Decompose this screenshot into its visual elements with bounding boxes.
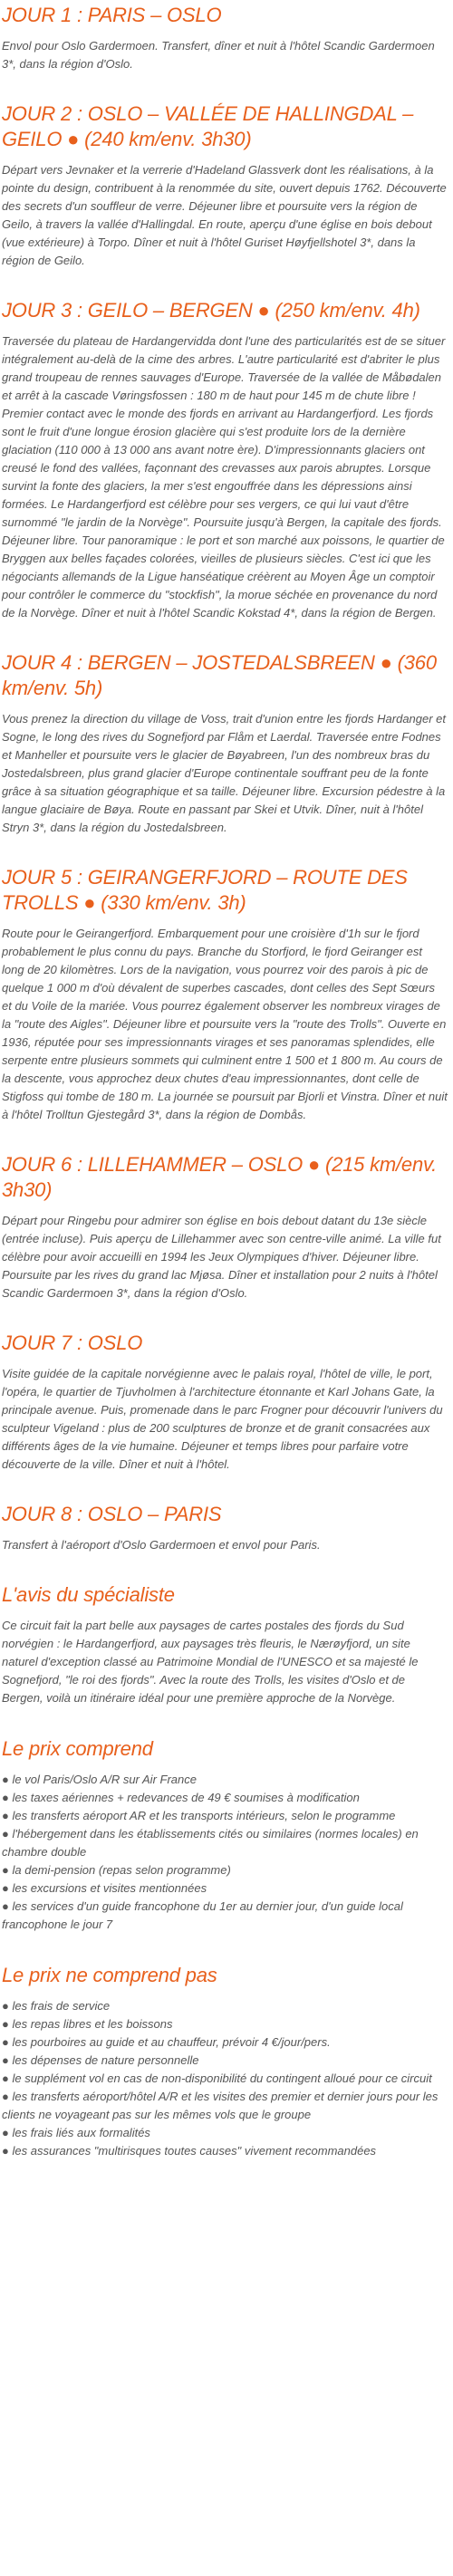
list-item	[2, 1898, 448, 1934]
price-excludes-list	[2, 1997, 448, 2160]
price-includes	[2, 1736, 448, 1934]
list-item	[2, 2052, 448, 2070]
price-excludes-title: Le prix ne comprend pas	[2, 1964, 217, 1986]
day-1	[2, 3, 448, 73]
price-includes-list	[2, 1771, 448, 1934]
day-6-title: JOUR 6 : LILLEHAMMER – OSLO ● (215 km/env. 3h30)	[2, 1153, 438, 1201]
list-item-text: la demi-pension (repas selon programme)	[12, 1863, 231, 1877]
list-item-text: l'hébergement dans les établissements cités ou similaires (normes locales) en chambre double	[2, 1827, 419, 1859]
list-item-text: les assurances "multirisques toutes causes" vivement recommandées	[12, 2144, 377, 2158]
day-3-description: Traversée du plateau de Hardangervidda dont l'une des particularités est de se situer intégralement au-delà de la cime des arbres. L'autre particularité est d'abriter le plus grand troupeau de rennes sauvages d'Europe. Traversée de la vallée de Måbødalen et arrêt à la cascade Vøringsfossen : 180 m de haut pour 145 m de chute libre ! Premier contact avec le monde des fjords en arrivant au Hardangerfjord. Les fjords sont le fruit d'une longue érosion glacière qui s'est produite lors de la dernière glaciation (110 000 à 13 000 ans avant notre ère). D'impressionnants glaciers ont creusé le fond des vallées, façonnant des crevasses aux parois abruptes. Lorsque survint la fonte des glaciers, la mer s'est engouffrée dans les dépressions ainsi formées. Le Hardangerfjord est célèbre pour ses vergers, ce qui lui vaut d'être surnommé "le jardin de la Norvège". Poursuite jusqu'à Bergen, la capitale des fjords. Déjeuner libre. Tour panoramique : le port et son marché aux poissons, le quartier de Bryggen aux belles façades colorées, vieilles de plusieurs siècles. C'est ici que les négociants allemands de la Ligue hanséatique créèrent au Moyen Âge un comptoir pour contrôler le commerce du "stockfish", la morue séchée en provenance du nord de la Norvège. Dîner et nuit à l'hôtel Scandic Kokstad 4*, dans la région de Bergen.	[2, 334, 446, 620]
day-3	[2, 298, 448, 622]
bullet-icon: ●	[2, 2035, 9, 2049]
day-1-title: JOUR 1 : PARIS – OSLO	[2, 4, 222, 26]
bullet-icon: ●	[2, 1999, 9, 2013]
price-excludes	[2, 1963, 448, 2160]
list-item	[2, 2124, 448, 2142]
list-item-text: les taxes aériennes + redevances de 49 € soumises à modification	[12, 1791, 360, 1804]
list-item-text: les frais liés aux formalités	[12, 2126, 150, 2139]
list-item	[2, 1997, 448, 2015]
list-item-text: les frais de service	[12, 1999, 111, 2013]
bullet-icon: ●	[2, 2053, 9, 2067]
day-8	[2, 1502, 448, 1554]
day-8-title: JOUR 8 : OSLO – PARIS	[2, 1503, 222, 1525]
bullet-icon: ●	[2, 2017, 9, 2031]
list-item-text: les dépenses de nature personnelle	[12, 2053, 199, 2067]
list-item-text: les services d'un guide francophone du 1er au dernier jour, d'un guide local francophone le jour 7	[2, 1899, 403, 1931]
day-4-title: JOUR 4 : BERGEN – JOSTEDALSBREEN ● (360 km/env. 5h)	[2, 651, 437, 699]
day-7-description: Visite guidée de la capitale norvégienne avec le palais royal, l'hôtel de ville, le port, l'opéra, le quartier de Tjuvholmen à l'architecture étonnante et Karl Johans Gate, la principale avenue. Puis, promenade dans le parc Frogner pour découvrir l'univers du sculpteur Vigeland : plus de 200 sculptures de bronze et de granit consacrées aux différents âges de la vie humaine. Déjeuner et temps libres pour parfaire votre découverte de la ville. Dîner et nuit à l'hôtel.	[2, 1367, 443, 1471]
bullet-icon: ●	[2, 2071, 9, 2085]
list-item	[2, 1861, 448, 1879]
list-item-text: les excursions et visites mentionnées	[12, 1881, 207, 1895]
day-2-title: JOUR 2 : OSLO – VALLÉE DE HALLINGDAL – GEILO ● (240 km/env. 3h30)	[2, 102, 414, 150]
price-includes-title: Le prix comprend	[2, 1737, 153, 1760]
list-item-text: les transferts aéroport AR et les transports intérieurs, selon le programme	[12, 1809, 396, 1822]
bullet-icon: ●	[2, 1899, 9, 1913]
specialist-opinion	[2, 1582, 448, 1707]
day-5-description: Route pour le Geirangerfjord. Embarquement pour une croisière d'1h sur le fjord probablement le plus connu du pays. Branche du Storfjord, le fjord Geiranger est long de 20 kilomètres. Lors de la navigation, vous pourrez voir des parois à pic de quelque 1 000 m d'où dévalent de superbes cascades, dont celles des Sept Sœurs et du Voile de la mariée. Vous pourrez également observer les nombreux virages de la "route des Aigles". Déjeuner libre et poursuite vers la "route des Trolls". Ouverte en 1936, réputée pour ses impressionnants virages et ses panoramas splendides, elle serpente entre plusieurs sommets qui culminent entre 1 500 et 1 800 m. Au cours de la descente, vous approchez deux chutes d'eau impressionnantes, dont celle de Stigfoss qui tombe de 180 m. La journée se poursuit par Bjorli et Vinstra. Dîner et nuit à l'hôtel Trolltun Gjestegård 3*, dans la région de Dombås.	[2, 927, 448, 1121]
day-5-title: JOUR 5 : GEIRANGERFJORD – ROUTE DES TROLLS ● (330 km/env. 3h)	[2, 866, 408, 914]
list-item	[2, 2142, 448, 2160]
bullet-icon: ●	[2, 1863, 9, 1877]
list-item	[2, 2033, 448, 2052]
list-item-text: les pourboires au guide et au chauffeur, prévoir 4 €/jour/pers.	[12, 2035, 331, 2049]
list-item	[2, 1825, 448, 1861]
bullet-icon: ●	[2, 1773, 9, 1786]
list-item	[2, 1879, 448, 1898]
list-item	[2, 2070, 448, 2088]
specialist-description: Ce circuit fait la part belle aux paysages de cartes postales des fjords du Sud norvégien : le Hardangerfjord, aux paysages très fleuris, le Nærøyfjord, un site naturel d'exception classé au Patrimoine Mondial de l'UNESCO et sa majesté le Sognefjord, "le roi des fjords". Avec la route des Trolls, les visites d'Oslo et de Bergen, voilà un itinéraire idéal pour une première approche de la Norvège.	[2, 1619, 419, 1705]
bullet-icon: ●	[2, 2126, 9, 2139]
day-4-description: Vous prenez la direction du village de Voss, trait d'union entre les fjords Hardanger et Sogne, le long des rives du Sognefjord par Flåm et Laerdal. Traversée entre Fodnes et Manheller et poursuite vers le glacier de Bøyabreen, l'un des nombreux bras du Jostedalsbreen, plus grand glacier d'Europe continentale souffrant peu de la fonte grâce à sa situation géographique et sa taille. Déjeuner libre. Excursion pédestre à la langue glaciaire de Bøya. Route en passant par Skei et Utvik. Dîner, nuit à l'hôtel Stryn 3*, dans la région du Jostedalsbreen.	[2, 712, 447, 834]
bullet-icon: ●	[2, 1881, 9, 1895]
day-1-description: Envol pour Oslo Gardermoen. Transfert, dîner et nuit à l'hôtel Scandic Gardermoen 3*, dans la région d'Oslo.	[2, 39, 435, 71]
day-5	[2, 865, 448, 1124]
day-7	[2, 1331, 448, 1474]
list-item-text: le vol Paris/Oslo A/R sur Air France	[12, 1773, 197, 1786]
day-6	[2, 1152, 448, 1302]
day-3-title: JOUR 3 : GEILO – BERGEN ● (250 km/env. 4h)	[2, 299, 420, 322]
bullet-icon: ●	[2, 1827, 9, 1841]
list-item	[2, 1807, 448, 1825]
bullet-icon: ●	[2, 1809, 9, 1822]
list-item	[2, 2015, 448, 2033]
bullet-icon: ●	[2, 2090, 9, 2103]
day-2	[2, 101, 448, 270]
day-8-description: Transfert à l'aéroport d'Oslo Gardermoen et envol pour Paris.	[2, 1538, 321, 1552]
day-6-description: Départ pour Ringebu pour admirer son église en bois debout datant du 13e siècle (entrée incluse). Puis aperçu de Lillehammer avec son centre-ville animé. La ville fut célèbre pour avoir accueilli en 1994 les Jeux Olympiques d'hiver. Déjeuner libre. Poursuite par les rives du grand lac Mjøsa. Dîner et installation pour 2 nuits à l'hôtel Scandic Gardermoen 3*, dans la région d'Oslo.	[2, 1214, 441, 1300]
bullet-icon: ●	[2, 1791, 9, 1804]
list-item-text: les repas libres et les boissons	[12, 2017, 173, 2031]
bullet-icon: ●	[2, 2144, 9, 2158]
list-item	[2, 1771, 448, 1789]
list-item	[2, 2088, 448, 2124]
list-item	[2, 1789, 448, 1807]
day-7-title: JOUR 7 : OSLO	[2, 1331, 143, 1354]
day-2-description: Départ vers Jevnaker et la verrerie d'Hadeland Glassverk dont les réalisations, à la pointe du design, contribuent à la renommée du site, ouvert depuis 1762. Découverte des secrets d'un souffleur de verre. Déjeuner libre et poursuite vers la région de Geilo, à travers la vallée d'Hallingdal. En route, aperçu d'une église en bois debout (vue extérieure) à Torpo. Dîner et nuit à l'hôtel Guriset Høyfjellshotel 3*, dans la région de Geilo.	[2, 163, 447, 267]
day-4	[2, 650, 448, 837]
specialist-title: L'avis du spécialiste	[2, 1583, 175, 1606]
list-item-text: le supplément vol en cas de non-disponibilité du contingent alloué pour ce circuit	[12, 2071, 432, 2085]
list-item-text: les transferts aéroport/hôtel A/R et les visites des premier et dernier jours pour les clients ne voyageant pas sur les mêmes vols que le groupe	[2, 2090, 439, 2121]
